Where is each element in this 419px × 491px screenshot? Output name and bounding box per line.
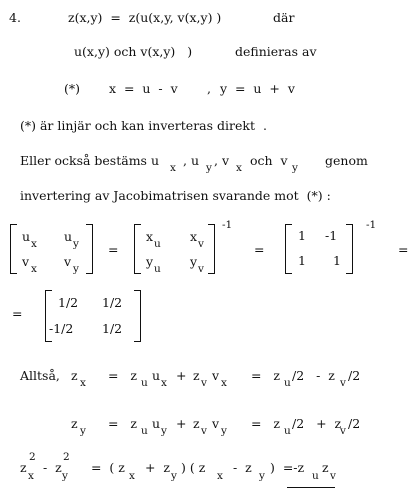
vy-sub: y (292, 162, 298, 174)
left-bracket (134, 224, 141, 274)
m2-r2c2: y (190, 254, 198, 269)
zy-rhs4-sub: y (221, 425, 227, 437)
m2-r1c2-sub: v (198, 238, 204, 250)
zy-res1-sub: u (284, 425, 291, 437)
fl-z2-sup: 2 (63, 451, 70, 463)
m1-r1c1: u (22, 229, 31, 244)
m1-r2c2: v (64, 254, 72, 269)
fl-minus2: - z (233, 460, 252, 475)
right-bracket (208, 224, 215, 274)
allts-label: Alltså, (20, 368, 60, 383)
zx-res3: /2 (348, 368, 361, 383)
m2-inverse-exp: -1 (222, 219, 233, 231)
m3-r1c1: 1 (298, 228, 306, 243)
och-vy: och v (250, 153, 288, 168)
zx-res2-sub: v (340, 377, 346, 389)
equation-y: y = u + v (220, 81, 295, 96)
m1-r1c2: u (64, 229, 73, 244)
fl-c-sub: x (217, 470, 223, 482)
m1-r2c1: v (22, 254, 30, 269)
zy-z-sub: y (80, 425, 86, 437)
m2-r1c2: x (190, 229, 198, 244)
partials-intro: Eller också bestäms u (20, 153, 159, 168)
zy-rhs2-sub: y (161, 425, 167, 437)
fl-b-sub: y (171, 470, 177, 482)
vx-sub: x (236, 162, 242, 174)
m1-r1c1-sub: x (31, 238, 37, 250)
zx-rhs2-sub: x (161, 377, 167, 389)
zx-res2: /2 - z (292, 368, 335, 383)
equals-2: = (254, 242, 265, 257)
fl-z1-sub: x (28, 470, 34, 482)
ux-sub: x (170, 162, 176, 174)
zx-rhs2: u (152, 368, 161, 383)
uy-text: , u (183, 153, 199, 168)
m3-r1c2: -1 (325, 228, 338, 243)
m2-r1c1: x (146, 229, 154, 244)
zx-plus: + (176, 368, 187, 383)
vx-text: , v (214, 153, 230, 168)
zy-z: z (71, 416, 78, 431)
fl-z1-sup: 2 (29, 451, 36, 463)
equals-3: = (398, 242, 409, 257)
fl-z2-sub: y (62, 470, 68, 482)
left-bracket (285, 224, 292, 274)
zx-rhs3-sub: v (201, 377, 207, 389)
jacobian-remark: invertering av Jacobimatrisen svarande mot (*) : (20, 188, 331, 203)
zy-rhs1-sub: u (141, 425, 148, 437)
problem-number: 4. (9, 10, 21, 25)
m3-inverse-exp: -1 (366, 219, 377, 231)
right-bracket (346, 224, 353, 274)
m2-r2c1-sub: u (154, 263, 161, 275)
star-label: (*) (64, 81, 81, 96)
fl-f-sub: v (330, 470, 336, 482)
zy-plus: + (176, 416, 187, 431)
zy-res1: = z (251, 416, 280, 431)
fl-e-sub: u (312, 470, 319, 482)
zx-rhs1: = z (108, 368, 137, 383)
m4-r1c2: 1/2 (102, 295, 123, 310)
m4-r1c1: 1/2 (58, 295, 79, 310)
fl-end: ) =-z (270, 460, 305, 475)
equals-4: = (12, 306, 23, 321)
m1-r2c1-sub: x (31, 263, 37, 275)
fl-a-sub: x (129, 470, 135, 482)
text-definieras: definieras av (235, 44, 317, 59)
zx-res1: = z (251, 368, 280, 383)
equation-x: x = u - v (109, 81, 178, 96)
zx-rhs4-sub: x (221, 377, 227, 389)
text-genom: genom (325, 153, 368, 168)
equals-1: = (108, 242, 119, 257)
answer-underline (287, 487, 335, 488)
m3-r2c2: 1 (333, 253, 341, 268)
zx-z-sub: x (80, 377, 86, 389)
zy-rhs1: = z (108, 416, 137, 431)
zy-rhs2: u (152, 416, 161, 431)
right-bracket (86, 224, 93, 274)
zy-rhs4: v (212, 416, 220, 431)
uy-sub: y (206, 162, 212, 174)
m1-r2c2-sub: y (73, 263, 79, 275)
m2-r2c1: y (146, 254, 154, 269)
uv-definition: u(x,y) och v(x,y) ) (74, 44, 193, 59)
m3-r2c1: 1 (298, 253, 306, 268)
zy-res2-sub: v (340, 425, 346, 437)
zy-rhs3: z (193, 416, 200, 431)
m1-r1c2-sub: y (73, 238, 79, 250)
zy-res3: /2 (348, 416, 361, 431)
m2-r1c1-sub: u (154, 238, 161, 250)
fl-plus: + z (145, 460, 171, 475)
zx-res1-sub: u (284, 377, 291, 389)
linear-remark: (*) är linjär och kan inverteras direkt . (20, 118, 267, 133)
m2-r2c2-sub: v (198, 263, 204, 275)
fl-minus: - z (43, 460, 62, 475)
zx-rhs3: z (193, 368, 200, 383)
m4-r2c2: 1/2 (102, 321, 123, 336)
text-dar: där (273, 10, 295, 25)
m4-r2c1: -1/2 (49, 321, 74, 336)
zy-res2: /2 + z (292, 416, 342, 431)
fl-mid: ) ( z (181, 460, 206, 475)
zy-rhs3-sub: v (201, 425, 207, 437)
zx-rhs4: v (212, 368, 220, 383)
fl-z1: z (20, 460, 27, 475)
zx-rhs1-sub: u (141, 377, 148, 389)
composite-function: z(x,y) = z(u(x,y, v(x,y) ) (68, 10, 222, 25)
left-bracket (10, 224, 17, 274)
fl-eq: = ( z (91, 460, 125, 475)
right-bracket (134, 290, 141, 342)
fl-zv: z (322, 460, 329, 475)
comma: , (207, 81, 211, 96)
zx-z: z (71, 368, 78, 383)
fl-d-sub: y (259, 470, 265, 482)
